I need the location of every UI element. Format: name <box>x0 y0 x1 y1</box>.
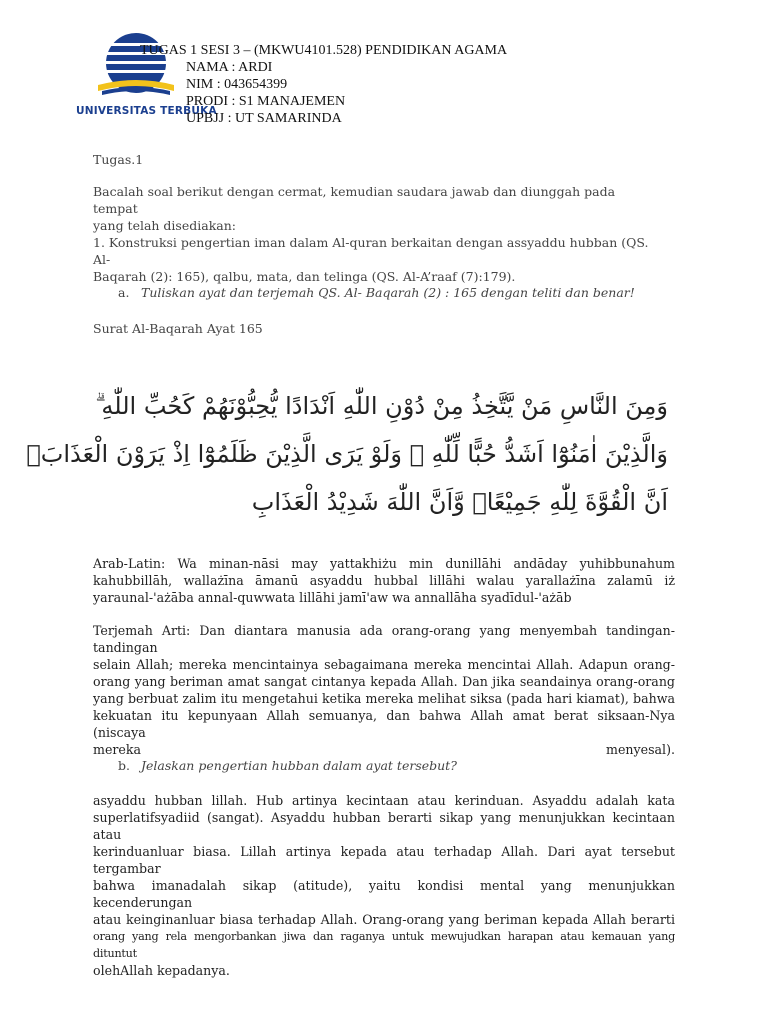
answer-line: olehAllah kepadanya. <box>93 963 230 978</box>
answer-line: atau keinginanluar biasa terhadap Allah. Orang-orang yang beriman kepada Allah berarti <box>93 912 675 927</box>
latin-line: yaraunal-'ażāba annal-quwwata lillāhi jamī'aw wa annallāha syadīdul-'ażāb <box>93 590 572 605</box>
arab-latin-paragraph <box>93 555 675 606</box>
question-line: 1. Konstruksi pengertian iman dalam Al-quran berkaitan dengan assyaddu hubban (QS. Al- <box>93 235 649 267</box>
answer-line: orang yang rela mengorbankan jiwa dan raganya untuk mewujudkan harapan atau kemauan yang dituntut <box>93 930 675 960</box>
answer-line: asyaddu hubban lillah. Hub artinya kecintaan atau kerinduan. Asyaddu adalah kata <box>93 793 675 808</box>
question-1 <box>93 234 663 285</box>
answer-line: bahwa imanadalah sikap (atitude), yaitu kondisi mental yang menunjukkan kecenderungan <box>93 878 675 910</box>
question-b-text: Jelaskan pengertian hubban dalam ayat tersebut? <box>141 758 457 773</box>
terjemah-paragraph <box>93 622 675 758</box>
logo-text: UNIVERSITAS TERBUKA <box>76 105 217 117</box>
student-prodi: PRODI : S1 MANAJEMEN <box>186 94 346 109</box>
instruction-line: yang telah disediakan: <box>93 218 236 233</box>
terjemah-line: orang yang beriman amat sangat cintanya kepada Allah. Dan jika seandainya orang-orang <box>93 674 675 689</box>
student-upbjj: UPBJJ : UT SAMARINDA <box>186 111 342 126</box>
instruction-line: Bacalah soal berikut dengan cermat, kemudian saudara jawab dan diunggah pada tempat <box>93 184 616 216</box>
terjemah-line: yang berbuat zalim itu mengetahui ketika mereka melihat siksa (pada hari kiamat), bahwa <box>93 691 675 706</box>
tugas-label: Tugas.1 <box>93 152 144 167</box>
question-b-marker: b. <box>118 758 130 773</box>
latin-line: Arab-Latin: Wa minan-nāsi may yattakhiżu min dunillāhi andāday yuhibbunahum <box>93 556 675 571</box>
answer-line: superlatifsyadiid (sangat). Asyaddu hubban berarti sikap yang menunjukkan kecintaan atau <box>93 810 675 842</box>
arabic-line: اَنَّ الْقُوَّةَ لِلّٰهِ جَمِيْعًاۙ وَّاَنَّ اللّٰهَ شَدِيْدُ الْعَذَابِ <box>251 488 668 516</box>
question-line: Baqarah (2): 165), qalbu, mata, dan telinga (QS. Al-A’raaf (7):179). <box>93 269 516 284</box>
globe-book-icon <box>76 27 196 107</box>
answer-paragraph <box>93 792 675 979</box>
answer-line: kerinduanluar biasa. Lillah artinya kepada atau terhadap Allah. Dari ayat tersebut tergambar <box>93 844 675 876</box>
terjemah-line: Terjemah Arti: Dan diantara manusia ada orang-orang yang menyembah tandingan-tandingan <box>93 623 675 655</box>
question-a-text: Tuliskan ayat dan terjemah QS. Al- Baqarah (2) : 165 dengan teliti dan benar! <box>141 285 635 300</box>
instruction-paragraph <box>93 183 653 234</box>
surat-title: Surat Al-Baqarah Ayat 165 <box>93 321 263 336</box>
terjemah-line: mereka menyesal). <box>93 742 675 757</box>
terjemah-line: selain Allah; mereka mencintainya sebagaimana mereka mencintai Allah. Adapun orang- <box>93 657 675 672</box>
arabic-verse <box>26 382 668 530</box>
latin-line: kahubbillāh, wallażīna āmanū asyaddu hubbal lillāhi walau yarallażīna zalamū iż <box>93 573 675 588</box>
arabic-line: وَمِنَ النَّاسِ مَنْ يَّتَّخِذُ مِنْ دُوْنِ اللّٰهِ اَنْدَادًا يُّحِبُّوْنَهُمْ كَحُبِّ اللّٰهِ ۗ <box>95 392 668 420</box>
terjemah-line: kekuatan itu kepunyaan Allah semuanya, dan bahwa Allah amat berat siksaan-Nya (niscaya <box>93 708 675 740</box>
question-a-marker: a. <box>118 285 130 300</box>
arabic-line: وَالَّذِيْنَ اٰمَنُوْٓا اَشَدُّ حُبًّا لِّلّٰهِ ۗ وَلَوْ يَرَى الَّذِيْنَ ظَلَمُوْٓا اِذْ يَرَوْنَ الْعَذَابَۙ <box>26 440 668 468</box>
student-name: NAMA : ARDI <box>186 60 273 75</box>
student-nim: NIM : 043654399 <box>186 77 288 92</box>
document-title: TUGAS 1 SESI 3 – (MKWU4101.528) PENDIDIKAN AGAMA <box>140 43 508 58</box>
